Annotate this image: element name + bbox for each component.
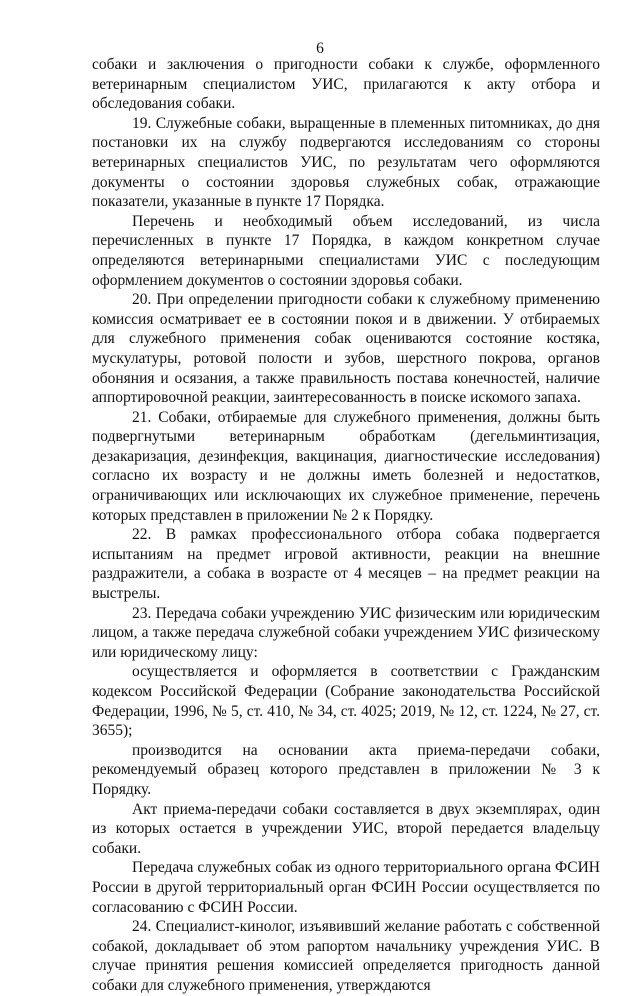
- paragraph-23-transfer-act: производится на основании акта приема-передачи собаки, рекомендуемый образец которого представлен в приложении № 3 к Порядку.: [92, 741, 600, 798]
- paragraph-23: 23. Передача собаки учреждению УИС физическим или юридическим лицом, а также передача служебной собаки учреждением УИС физическому или юридическому лицу:: [92, 604, 600, 661]
- paragraph-20: 20. При определении пригодности собаки к служебному применению комиссия осматривает ее в состоянии покоя и в движении. У отбираемых для служебного применения собак оцениваются состояние костяка, мускулатуры, ротовой полости и зубов, шерстного покрова, органов обоняния и осязания, а также правильность постава конечностей, наличие аппортировочной реакции, заинтересованность в поиске искомого запаха.: [92, 291, 600, 407]
- page-number: 6: [316, 40, 324, 57]
- paragraph-continuation: собаки и заключения о пригодности собаки к службе, оформленного ветеринарным специалистом УИС, прилагаются к акту отбора и обследования собаки.: [92, 56, 600, 113]
- paragraph-19-research-list: Перечень и необходимый объем исследований, из числа перечисленных в пункте 17 Порядка, в каждом конкретном случае определяются ветеринарными специалистами УИС с последующим оформлением документов о состоянии здоровья собаки.: [92, 212, 600, 289]
- paragraph-21: 21. Собаки, отбираемые для служебного применения, должны быть подвергнутыми ветеринарным обработкам (дегельминтизация, дезакаризация, дезинфекция, вакцинация, диагностические исследования) согласно их возрасту и не должны иметь болезней и недостатков, ограничивающих или исключающих их служебное применение, перечень которых представлен в приложении № 2 к Порядку.: [92, 408, 600, 524]
- paragraph-23-civil-code: осуществляется и оформляется в соответствии с Гражданским кодексом Российской Федерации (Собрание законодательства Российской Федерации, 1996, № 5, ст. 410, № 34, ст. 4025; 2019, № 12, ст. 1224, № 27, ст. 3655);: [92, 663, 600, 740]
- document-body: [92, 55, 600, 996]
- paragraph-22: 22. В рамках профессионального отбора собака подвергается испытаниям на предмет игровой активности, реакции на внешние раздражители, а собака в возрасте от 4 месяцев – на предмет реакции на выстрелы.: [92, 526, 600, 603]
- paragraph-23-fsin-transfer: Передача служебных собак из одного территориального органа ФСИН России в другой территориальный орган ФСИН России осуществляется по согласованию с ФСИН России.: [92, 859, 600, 916]
- paragraph-24: 24. Специалист-кинолог, изъявивший желание работать с собственной собакой, докладывает об этом рапортом начальнику учреждения УИС. В случае принятия решения комиссией определяется пригодность данной собаки для служебного применения, утверждаются: [92, 918, 600, 994]
- paragraph-19: 19. Служебные собаки, выращенные в племенных питомниках, до дня постановки их на службу подвергаются исследованиям со стороны ветеринарных специалистов УИС, по результатам чего оформляются документы о состоянии здоровья служебных собак, отражающие показатели, указанные в пункте 17 Порядка.: [92, 114, 600, 211]
- paragraph-23-act-copies: Акт приема-передачи собаки составляется в двух экземплярах, один из которых остается в учреждении УИС, второй передается владельцу собаки.: [92, 800, 600, 857]
